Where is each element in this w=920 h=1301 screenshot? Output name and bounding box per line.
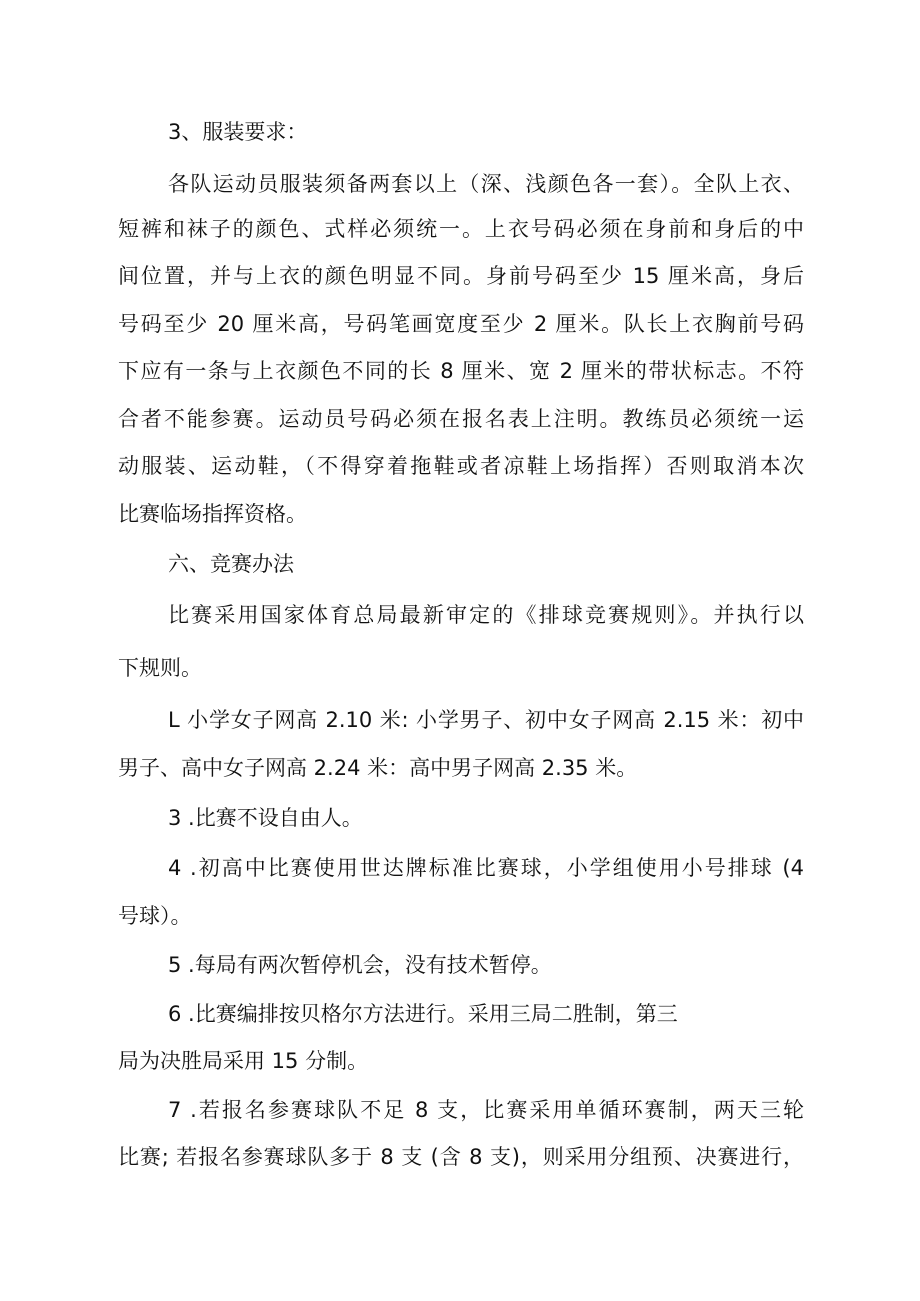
rule-item-net-height-cont: 男子、高中女子网高 2.24 米：高中男子网高 2.35 米。 bbox=[118, 756, 638, 780]
rule-item-3: 3 .比赛不设自由人。 bbox=[168, 806, 363, 830]
paragraph-line: 各队运动员服装须备两套以上（深、浅颜色各一套）。全队上衣、 bbox=[168, 172, 804, 196]
paragraph-line: 比赛采用国家体育总局最新审定的《排球竞赛规则》。并执行以 bbox=[168, 603, 804, 627]
paragraph-line: 短裤和袜子的颜色、式样必须统一。上衣号码必须在身前和身后的中 bbox=[118, 217, 804, 241]
paragraph-line: 比赛临场指挥资格。 bbox=[118, 502, 307, 526]
paragraph-line: 号码至少 20 厘米高，号码笔画宽度至少 2 厘米。队长上衣胸前号码 bbox=[118, 312, 804, 336]
rule-item-4-cont: 号球）。 bbox=[118, 904, 192, 928]
paragraph-line: 动服装、运动鞋，（不得穿着拖鞋或者凉鞋上场指挥）否则取消本次 bbox=[118, 454, 804, 478]
section-heading-clothing: 3、服装要求： bbox=[168, 120, 308, 144]
rule-item-6: 6 .比赛编排按贝格尔方法进行。采用三局二胜制，第三 bbox=[168, 1002, 678, 1026]
rule-item-6-cont: 局为决胜局采用 15 分制。 bbox=[118, 1049, 369, 1073]
rule-item-net-height: L 小学女子网高 2.10 米: 小学男子、初中女子网高 2.15 米：初中 bbox=[168, 708, 804, 732]
rule-item-7-cont: 比赛; 若报名参赛球队多于 8 支 (含 8 支)，则采用分组预、决赛进行， bbox=[118, 1145, 804, 1169]
rule-item-7: 7 .若报名参赛球队不足 8 支，比赛采用单循环赛制，两天三轮 bbox=[168, 1098, 804, 1122]
paragraph-line: 下应有一条与上衣颜色不同的长 8 厘米、宽 2 厘米的带状标志。不符 bbox=[118, 359, 804, 383]
rule-item-4: 4 .初高中比赛使用世达牌标准比赛球，小学组使用小号排球 (4 bbox=[168, 856, 804, 880]
rule-item-5: 5 .每局有两次暂停机会，没有技术暂停。 bbox=[168, 953, 552, 977]
paragraph-line: 合者不能参赛。运动员号码必须在报名表上注明。教练员必须统一运 bbox=[118, 407, 804, 431]
paragraph-line: 下规则。 bbox=[118, 656, 202, 680]
paragraph-line: 间位置，并与上衣的颜色明显不同。身前号码至少 15 厘米高，身后 bbox=[118, 264, 804, 288]
section-heading-competition: 六、竞赛办法 bbox=[168, 552, 294, 576]
